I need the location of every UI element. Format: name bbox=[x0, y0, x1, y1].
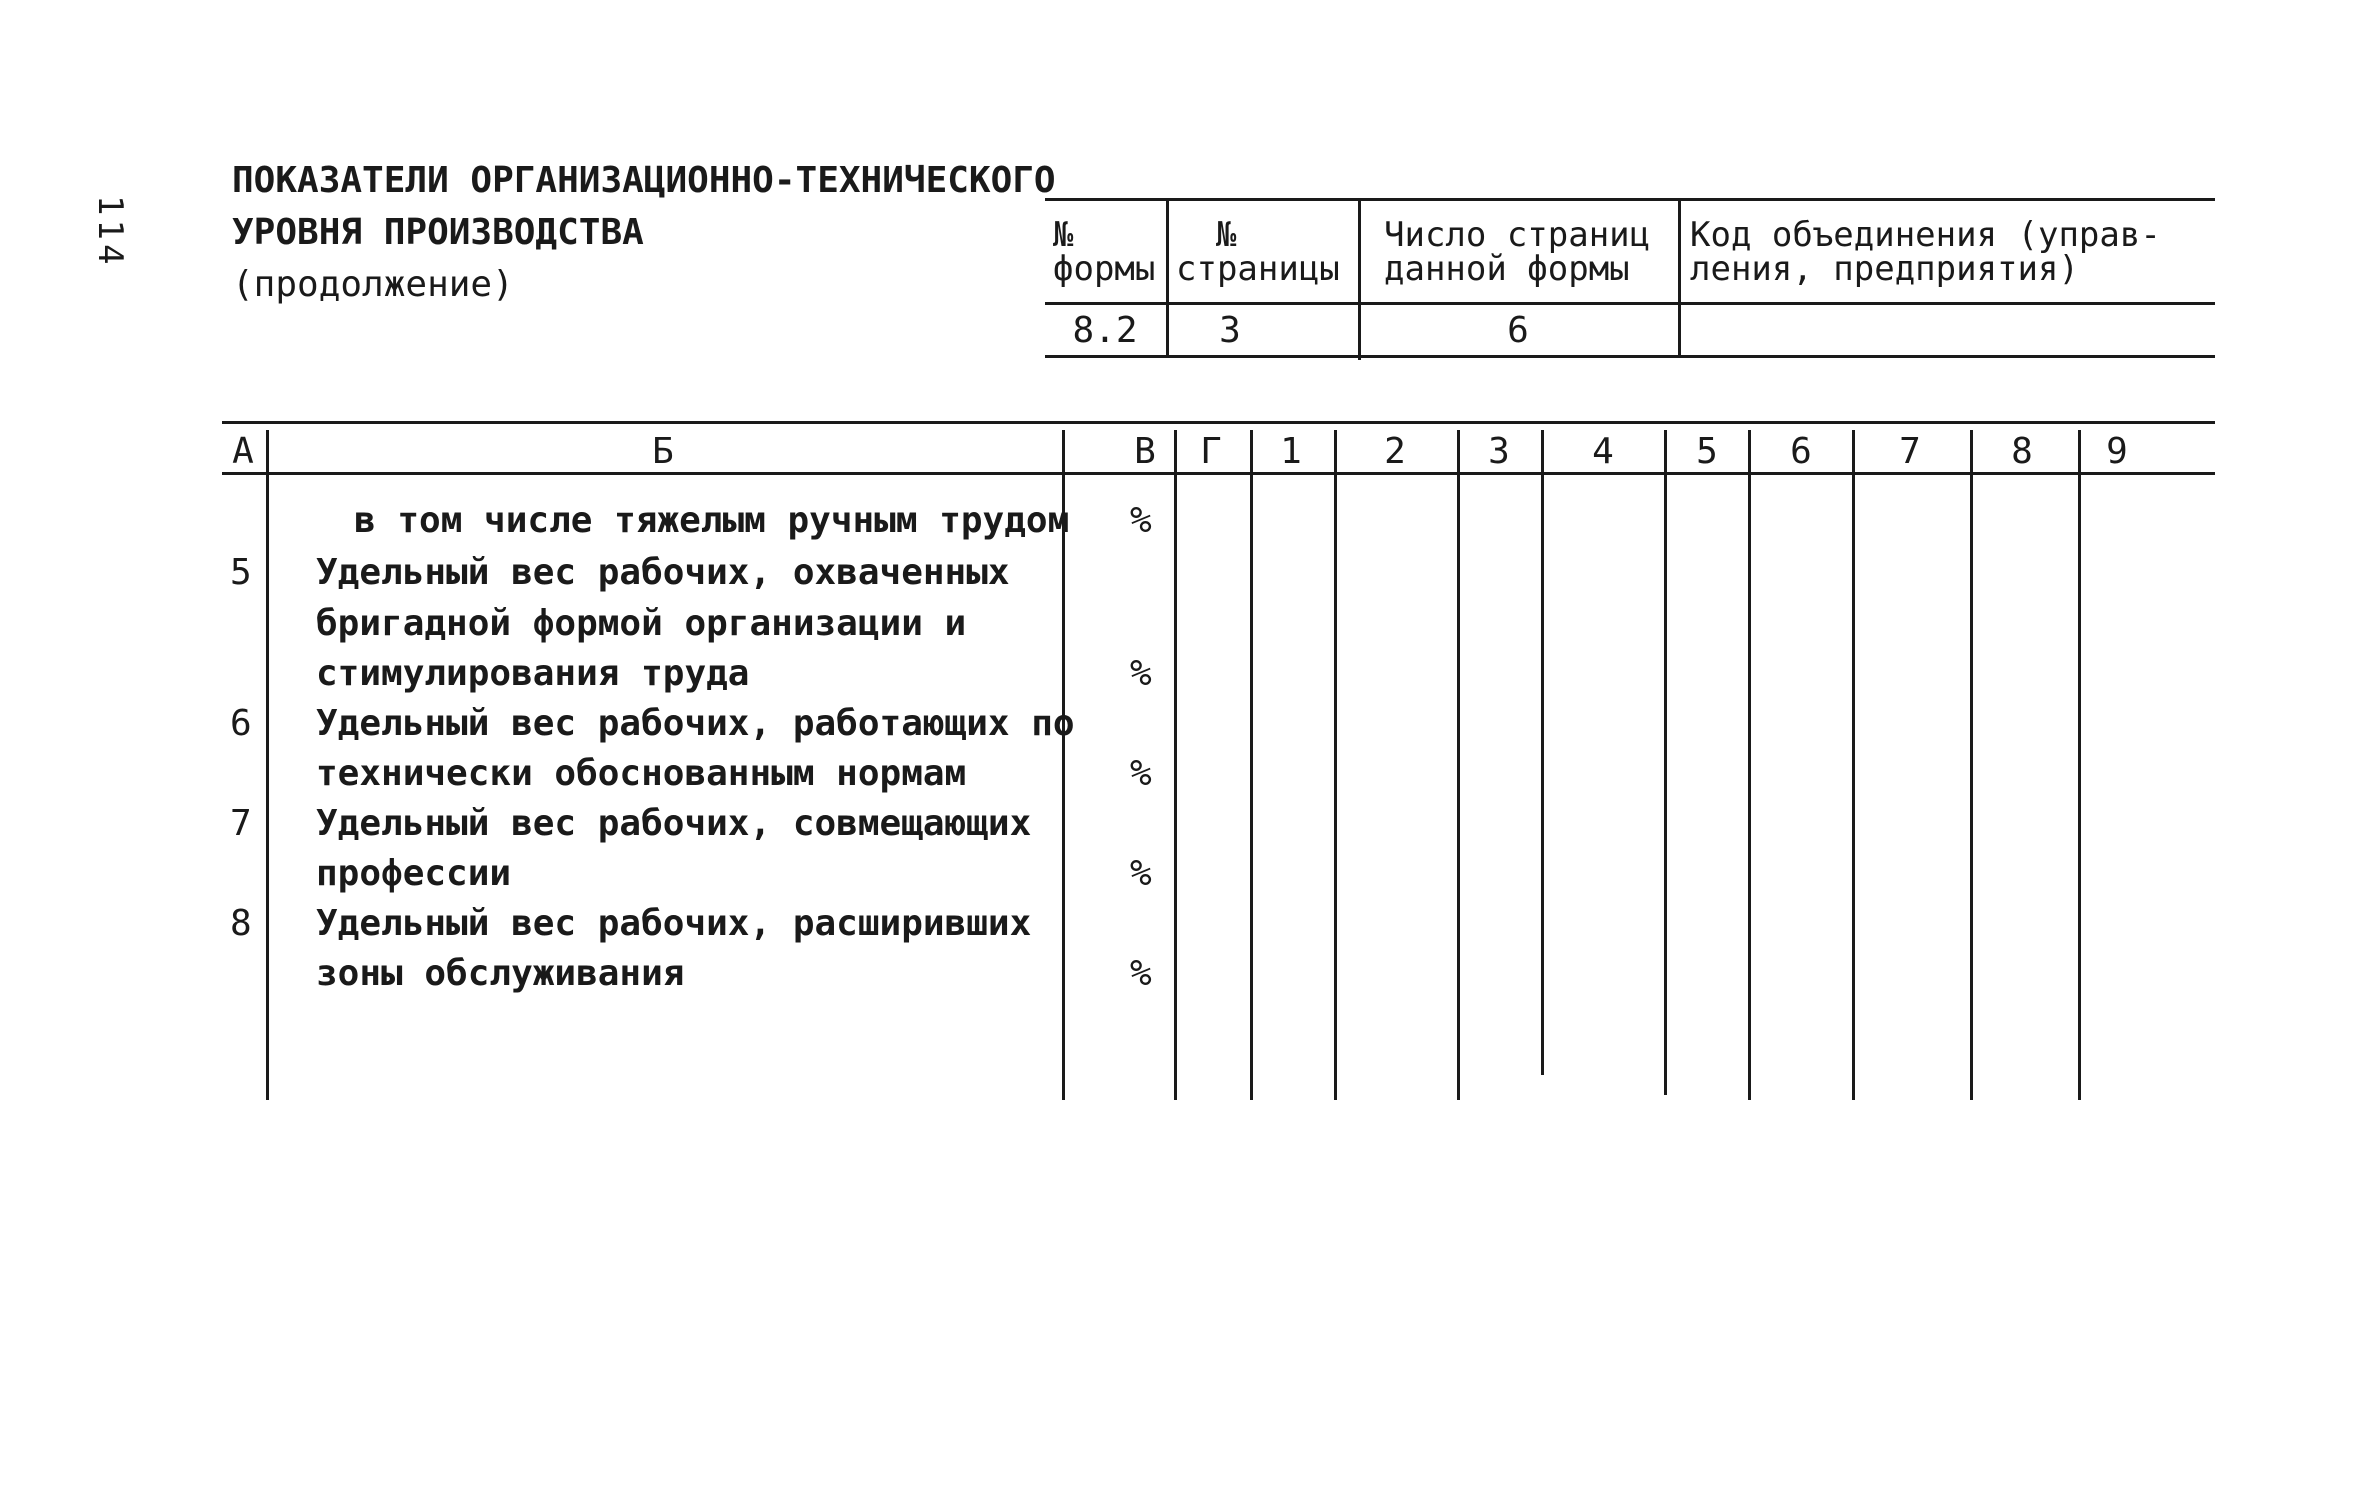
table-row-text: в том числе тяжелым ручным трудом bbox=[354, 500, 1070, 541]
column-divider bbox=[1541, 430, 1544, 1075]
organization-code-label: Код объединения (управ- ления, предприятия) bbox=[1690, 215, 2161, 289]
column-header-a: А bbox=[232, 431, 254, 472]
page-count-value: 6 bbox=[1507, 310, 1529, 351]
form-header-divider bbox=[1166, 198, 1169, 355]
form-header-mid-rule bbox=[1045, 302, 2215, 305]
title-line-2: УРОВНЯ ПРОИЗВОДСТВА bbox=[232, 212, 644, 253]
column-divider bbox=[1250, 430, 1253, 1100]
column-divider bbox=[266, 430, 269, 1100]
table-row-text: бригадной формой организации и bbox=[316, 603, 967, 644]
table-row-text: технически обоснованным нормам bbox=[316, 753, 967, 794]
column-header-3: 3 bbox=[1488, 431, 1510, 472]
column-divider bbox=[1457, 430, 1460, 1100]
column-divider bbox=[1174, 430, 1177, 1100]
column-divider bbox=[1970, 430, 1973, 1100]
column-header-6: 6 bbox=[1790, 431, 1812, 472]
column-divider bbox=[1748, 430, 1751, 1100]
column-header-1: 1 bbox=[1280, 431, 1302, 472]
table-row-unit: % bbox=[1130, 853, 1152, 894]
table-row-text: профессии bbox=[316, 853, 512, 894]
table-top-rule bbox=[222, 421, 2215, 424]
title-line-1: ПОКАЗАТЕЛИ ОРГАНИЗАЦИОННО-ТЕХНИЧЕСКОГО bbox=[232, 160, 1056, 201]
table-row-number: 5 bbox=[230, 552, 252, 593]
column-header-8: 8 bbox=[2011, 431, 2033, 472]
form-number-label: № формы bbox=[1053, 215, 1156, 289]
page-number-value: 3 bbox=[1219, 310, 1241, 351]
table-row-number: 7 bbox=[230, 803, 252, 844]
table-row-unit: % bbox=[1130, 753, 1152, 794]
table-row-text: зоны обслуживания bbox=[316, 953, 685, 994]
table-row-text: стимулирования труда bbox=[316, 653, 750, 694]
title-line-3: (продолжение) bbox=[232, 264, 514, 305]
page-count-label: Число страниц данной формы bbox=[1384, 215, 1651, 289]
form-number-value: 8.2 bbox=[1072, 310, 1138, 351]
form-header-bottom-rule bbox=[1045, 355, 2215, 358]
column-header-4: 4 bbox=[1592, 431, 1614, 472]
column-header-7: 7 bbox=[1899, 431, 1921, 472]
table-row-unit: % bbox=[1130, 953, 1152, 994]
column-divider bbox=[2078, 430, 2081, 1100]
column-divider bbox=[1334, 430, 1337, 1100]
table-row-unit: % bbox=[1130, 500, 1152, 541]
form-header-divider bbox=[1358, 198, 1361, 360]
column-divider bbox=[1664, 430, 1667, 1095]
page-number: 114 bbox=[90, 195, 130, 269]
column-header-9: 9 bbox=[2106, 431, 2128, 472]
table-row-text: Удельный вес рабочих, расширивших bbox=[316, 903, 1032, 944]
column-divider bbox=[1852, 430, 1855, 1100]
column-header-g: Г bbox=[1200, 431, 1222, 472]
form-header-divider bbox=[1678, 198, 1681, 355]
column-header-v: В bbox=[1134, 431, 1156, 472]
column-header-2: 2 bbox=[1384, 431, 1406, 472]
table-row-text: Удельный вес рабочих, работающих по bbox=[316, 703, 1075, 744]
column-header-5: 5 bbox=[1696, 431, 1718, 472]
table-row-number: 8 bbox=[230, 903, 252, 944]
table-header-rule bbox=[222, 472, 2215, 475]
page-number-label: № страницы bbox=[1176, 215, 1340, 289]
table-row-text: Удельный вес рабочих, совмещающих bbox=[316, 803, 1032, 844]
table-row-text: Удельный вес рабочих, охваченных bbox=[316, 552, 1010, 593]
table-row-number: 6 bbox=[230, 703, 252, 744]
document-title bbox=[232, 155, 1056, 311]
form-header-top-rule bbox=[1045, 198, 2215, 201]
column-header-b: Б bbox=[652, 431, 674, 472]
table-row-unit: % bbox=[1130, 653, 1152, 694]
